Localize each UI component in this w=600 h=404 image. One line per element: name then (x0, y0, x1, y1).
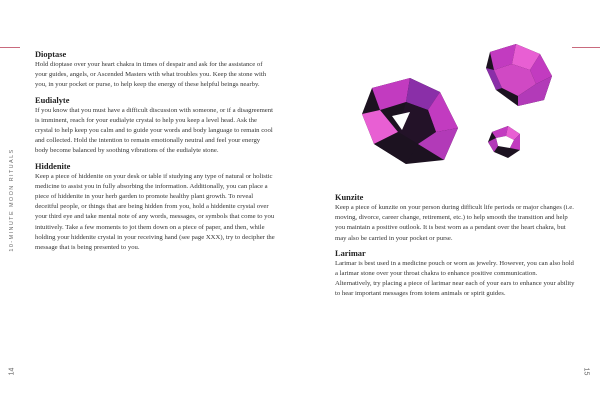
entry-eudialyte (35, 96, 275, 157)
gem-small-illustration (488, 126, 520, 158)
entry-hiddenite (35, 162, 275, 254)
entry-body: Hold dioptase over your heart chakra in times of despair and ask for the assistance of your guides, angels, or Ascended Masters with what troubles you. Keep the stone with you, in your pocket or purse, to help keep the energy of these helpful beings nearby. (35, 61, 267, 89)
entry-body: If you know that you must have a difficult discussion with someone, or if a disagreement is imminent, reach for your eudialyte crystal to help you keep a level head. Ask the crystal to help keep you calm and to guide your words and body language to remain cool and collected. Hold the intention to remain emotionally neutral and feel your energy body become balanced by soothing vibrations of the eudialyte stone. (35, 106, 273, 155)
entry-body: Larimar is best used in a medicine pouch or worn as jewelry. However, you can also hold a larimar stone over your throat chakra to enhance positive communication. Alternatively, try placing a piece of larimar near each of your ears to enhance your ability to hear important messages from totem animals or spirit guides. (335, 259, 575, 298)
right-page-column (335, 193, 575, 305)
entry-title: Kunzite (335, 193, 364, 202)
running-head: 10-MINUTE MOON RITUALS (9, 148, 15, 252)
entry-body: Keep a piece of kunzite on your person during difficult life periods or major changes (i.e. moving, divorce, career change, retirement, etc.) to help smooth the transition and help you maintain a positive outlook. It is best worn as a pendant over the heart chakra, but may also be carried in your pocket or purse. (335, 204, 574, 242)
entry-dioptase (35, 50, 275, 91)
gem-illustration-svg (340, 40, 590, 190)
header-rule-left (0, 47, 20, 48)
page-number-left: 14 (8, 367, 16, 376)
entry-title: Eudialyte (35, 95, 70, 105)
gem-large-illustration (362, 78, 458, 164)
entry-title: Dioptase (35, 50, 67, 59)
gem-illustrations (340, 40, 590, 190)
entry-kunzite (335, 193, 575, 244)
gem-medium-illustration (486, 44, 552, 106)
entry-larimar (335, 249, 575, 300)
entry-body: Keep a piece of hiddenite on your desk or table if studying any type of natural or holistic medicine to assist you in fully absorbing the information. Additionally, you can place a piece of hiddenite in your herb garden to promote healthy plant growth. To reveal deceitful people, or things that are being hidden from you, hold a hiddenite crystal over your third eye and take mental note of any words, messages, or symbols that come to you intuitively. Take a few moments to jot them down on a piece of paper, and then, while holding your hiddenite crystal in your receiving hand (see page XXX), try to decipher the message that is being presented to you. (35, 172, 275, 252)
entry-title: Hiddenite (35, 161, 71, 171)
page-number-right: 15 (582, 367, 590, 376)
left-page-column (35, 50, 275, 258)
entry-title: Larimar (335, 248, 366, 258)
